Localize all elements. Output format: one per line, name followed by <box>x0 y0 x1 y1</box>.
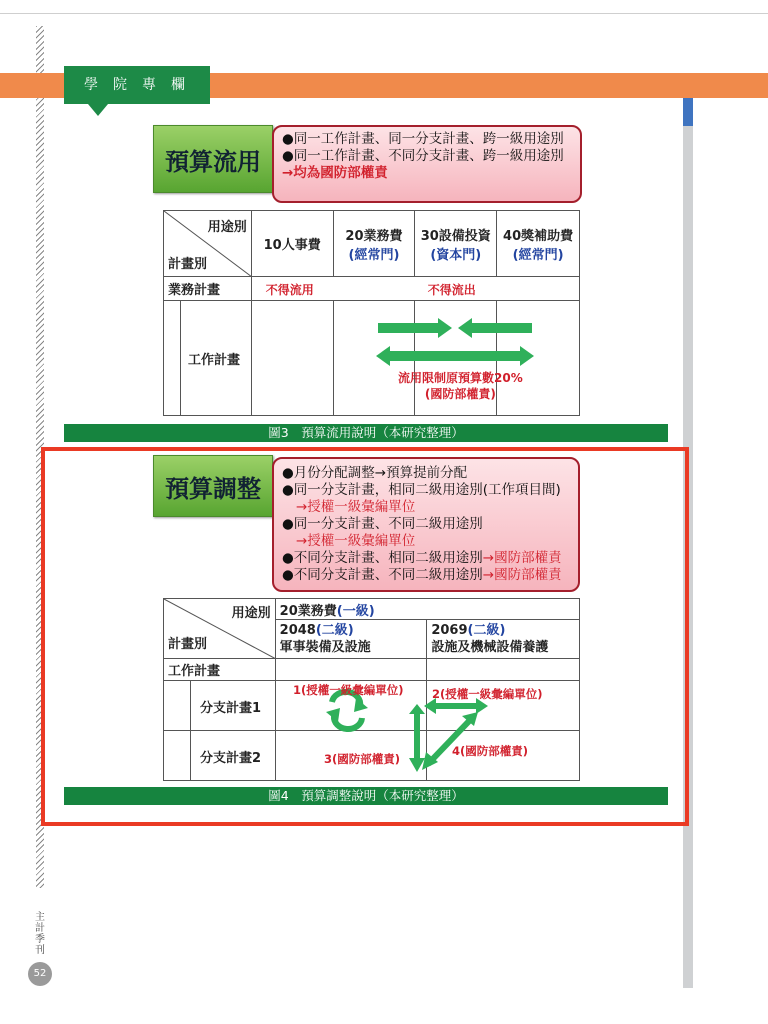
fig4-indent-line-1 <box>190 681 191 730</box>
fig4-vertical-arrow-icon <box>409 704 425 772</box>
fig4-note-4 <box>282 550 568 567</box>
fig4-note-3: ●同一分支計畫、不同二級用途別 <box>282 516 483 532</box>
fig3-limit-note <box>398 370 523 402</box>
fig3-col-2-type: (經常門) <box>348 247 400 263</box>
fig3-arrow-right-icon <box>378 318 452 338</box>
fig4-label-4: 4(國防部權責) <box>452 744 529 758</box>
fig4-corner-cell <box>164 599 276 659</box>
fig4-note-box <box>272 457 580 592</box>
fig4-row-b1-cell <box>164 681 276 731</box>
fig4-row-work: 工作計畫 <box>164 659 276 681</box>
fig3-cell-work-1 <box>251 301 333 416</box>
fig4-note-5-authority: →國防部權責 <box>482 567 562 583</box>
fig4-top-col <box>275 599 579 620</box>
fig4-row-b2-cell <box>164 731 276 781</box>
fig4-col-2048-code: 2048 <box>279 623 316 638</box>
fig3-row-work: 工作計畫 <box>188 353 241 368</box>
fig3-col-1 <box>251 211 333 277</box>
fig3-col-2-label: 20業務費 <box>345 228 403 244</box>
fig3-note-3: →均為國防部權責 <box>282 165 388 181</box>
fig4-indent-line-2 <box>190 731 191 780</box>
fig3-corner-bottom: 計畫別 <box>168 257 208 272</box>
fig4-top-col-name: 20業務費 <box>279 603 337 619</box>
fig4-row-b1: 分支計畫1 <box>200 701 262 716</box>
fig4-col-2048-level: (二級) <box>315 623 354 638</box>
fig4-note-2: ●同一分支計畫，相同二級用途別(工作項目間) <box>282 482 561 498</box>
fig3-corner-top: 用途別 <box>207 220 247 235</box>
fig4-note-1: ●月份分配調整→預算提前分配 <box>282 465 468 481</box>
fig3-col-4-type: (經常門) <box>512 247 564 263</box>
fig3-col-4 <box>497 211 580 277</box>
fig4-label-3: 3(國防部權責) <box>324 752 401 766</box>
fig3-no-transfer: 不得流用 <box>265 283 314 297</box>
fig4-corner-top: 用途別 <box>231 606 271 621</box>
fig3-col-3-type: (資本門) <box>430 247 482 263</box>
fig4-note-4-authority: →國防部權責 <box>482 550 562 566</box>
scroll-marker <box>683 98 693 126</box>
fig4-note-5 <box>282 567 568 584</box>
fig3-limit-line1: 流用限制原預算數20% <box>398 371 523 385</box>
fig4-corner-bottom: 計畫別 <box>168 637 208 652</box>
fig4-note-5-text: ●不同分支計畫、不同二級用途別 <box>282 567 483 583</box>
fig3-note-1: ●同一工作計畫、同一分支計畫、跨一級用途別 <box>282 131 564 147</box>
fig4-col-2048-name: 軍事裝備及設施 <box>279 640 371 655</box>
fig3-limit-line2: (國防部權責) <box>424 387 496 401</box>
fig3-note-box <box>272 125 582 203</box>
fig4-col-2069 <box>427 620 580 659</box>
fig4-note-3b: →授權一級彙編單位 <box>296 533 416 549</box>
fig3-note-2: ●同一工作計畫、不同分支計畫、跨一級用途別 <box>282 148 564 164</box>
fig4-row-b2: 分支計畫2 <box>200 751 262 766</box>
fig3-no-outflow: 不得流出 <box>427 283 476 297</box>
page-number: 52 <box>28 962 52 986</box>
fig4-top-col-level: (一級) <box>336 603 375 619</box>
fig3-col-3-label: 30設備投資 <box>420 228 491 244</box>
magazine-name: 主計季刊 <box>35 912 45 956</box>
fig4-col-2069-name: 設施及機械設備養護 <box>431 640 549 655</box>
fig3-double-arrow-icon <box>376 346 534 366</box>
fig3-col-1-label: 10人事費 <box>263 238 321 253</box>
fig4-label-1: 1(授權一級彙編單位) <box>293 683 404 697</box>
fig3-indent-line <box>180 301 181 415</box>
fig4-label-2: 2(授權一級彙編單位) <box>432 687 543 701</box>
column-tag: 學院專欄 <box>64 66 210 104</box>
fig3-col-3 <box>415 211 497 277</box>
fig3-row-business-notes <box>251 277 579 301</box>
fig3-col-2 <box>333 211 415 277</box>
fig3-row-work-cell <box>164 301 252 416</box>
fig4-cell-work-2 <box>427 659 580 681</box>
fig3-col-4-label: 40獎補助費 <box>503 228 574 244</box>
fig4-note-2b: →授權一級彙編單位 <box>296 499 416 515</box>
fig4-cell-work-1 <box>275 659 427 681</box>
fig4-note-4-text: ●不同分支計畫、相同二級用途別 <box>282 550 483 566</box>
fig3-corner-cell <box>164 211 252 277</box>
fig3-arrows <box>370 316 540 376</box>
fig4-caption: 圖4 預算調整說明（本研究整理） <box>64 787 668 805</box>
fig4-col-2069-level: (二級) <box>467 623 506 638</box>
column-tag-pointer <box>88 104 108 116</box>
top-rule <box>0 13 768 14</box>
fig3-arrow-left-icon <box>458 318 532 338</box>
fig4-title: 預算調整 <box>153 455 273 517</box>
fig4-col-2048 <box>275 620 427 659</box>
fig3-row-business: 業務計畫 <box>164 277 252 301</box>
fig3-title: 預算流用 <box>153 125 273 193</box>
fig3-caption: 圖3 預算流用說明（本研究整理） <box>64 424 668 442</box>
fig4-col-2069-code: 2069 <box>431 623 468 638</box>
